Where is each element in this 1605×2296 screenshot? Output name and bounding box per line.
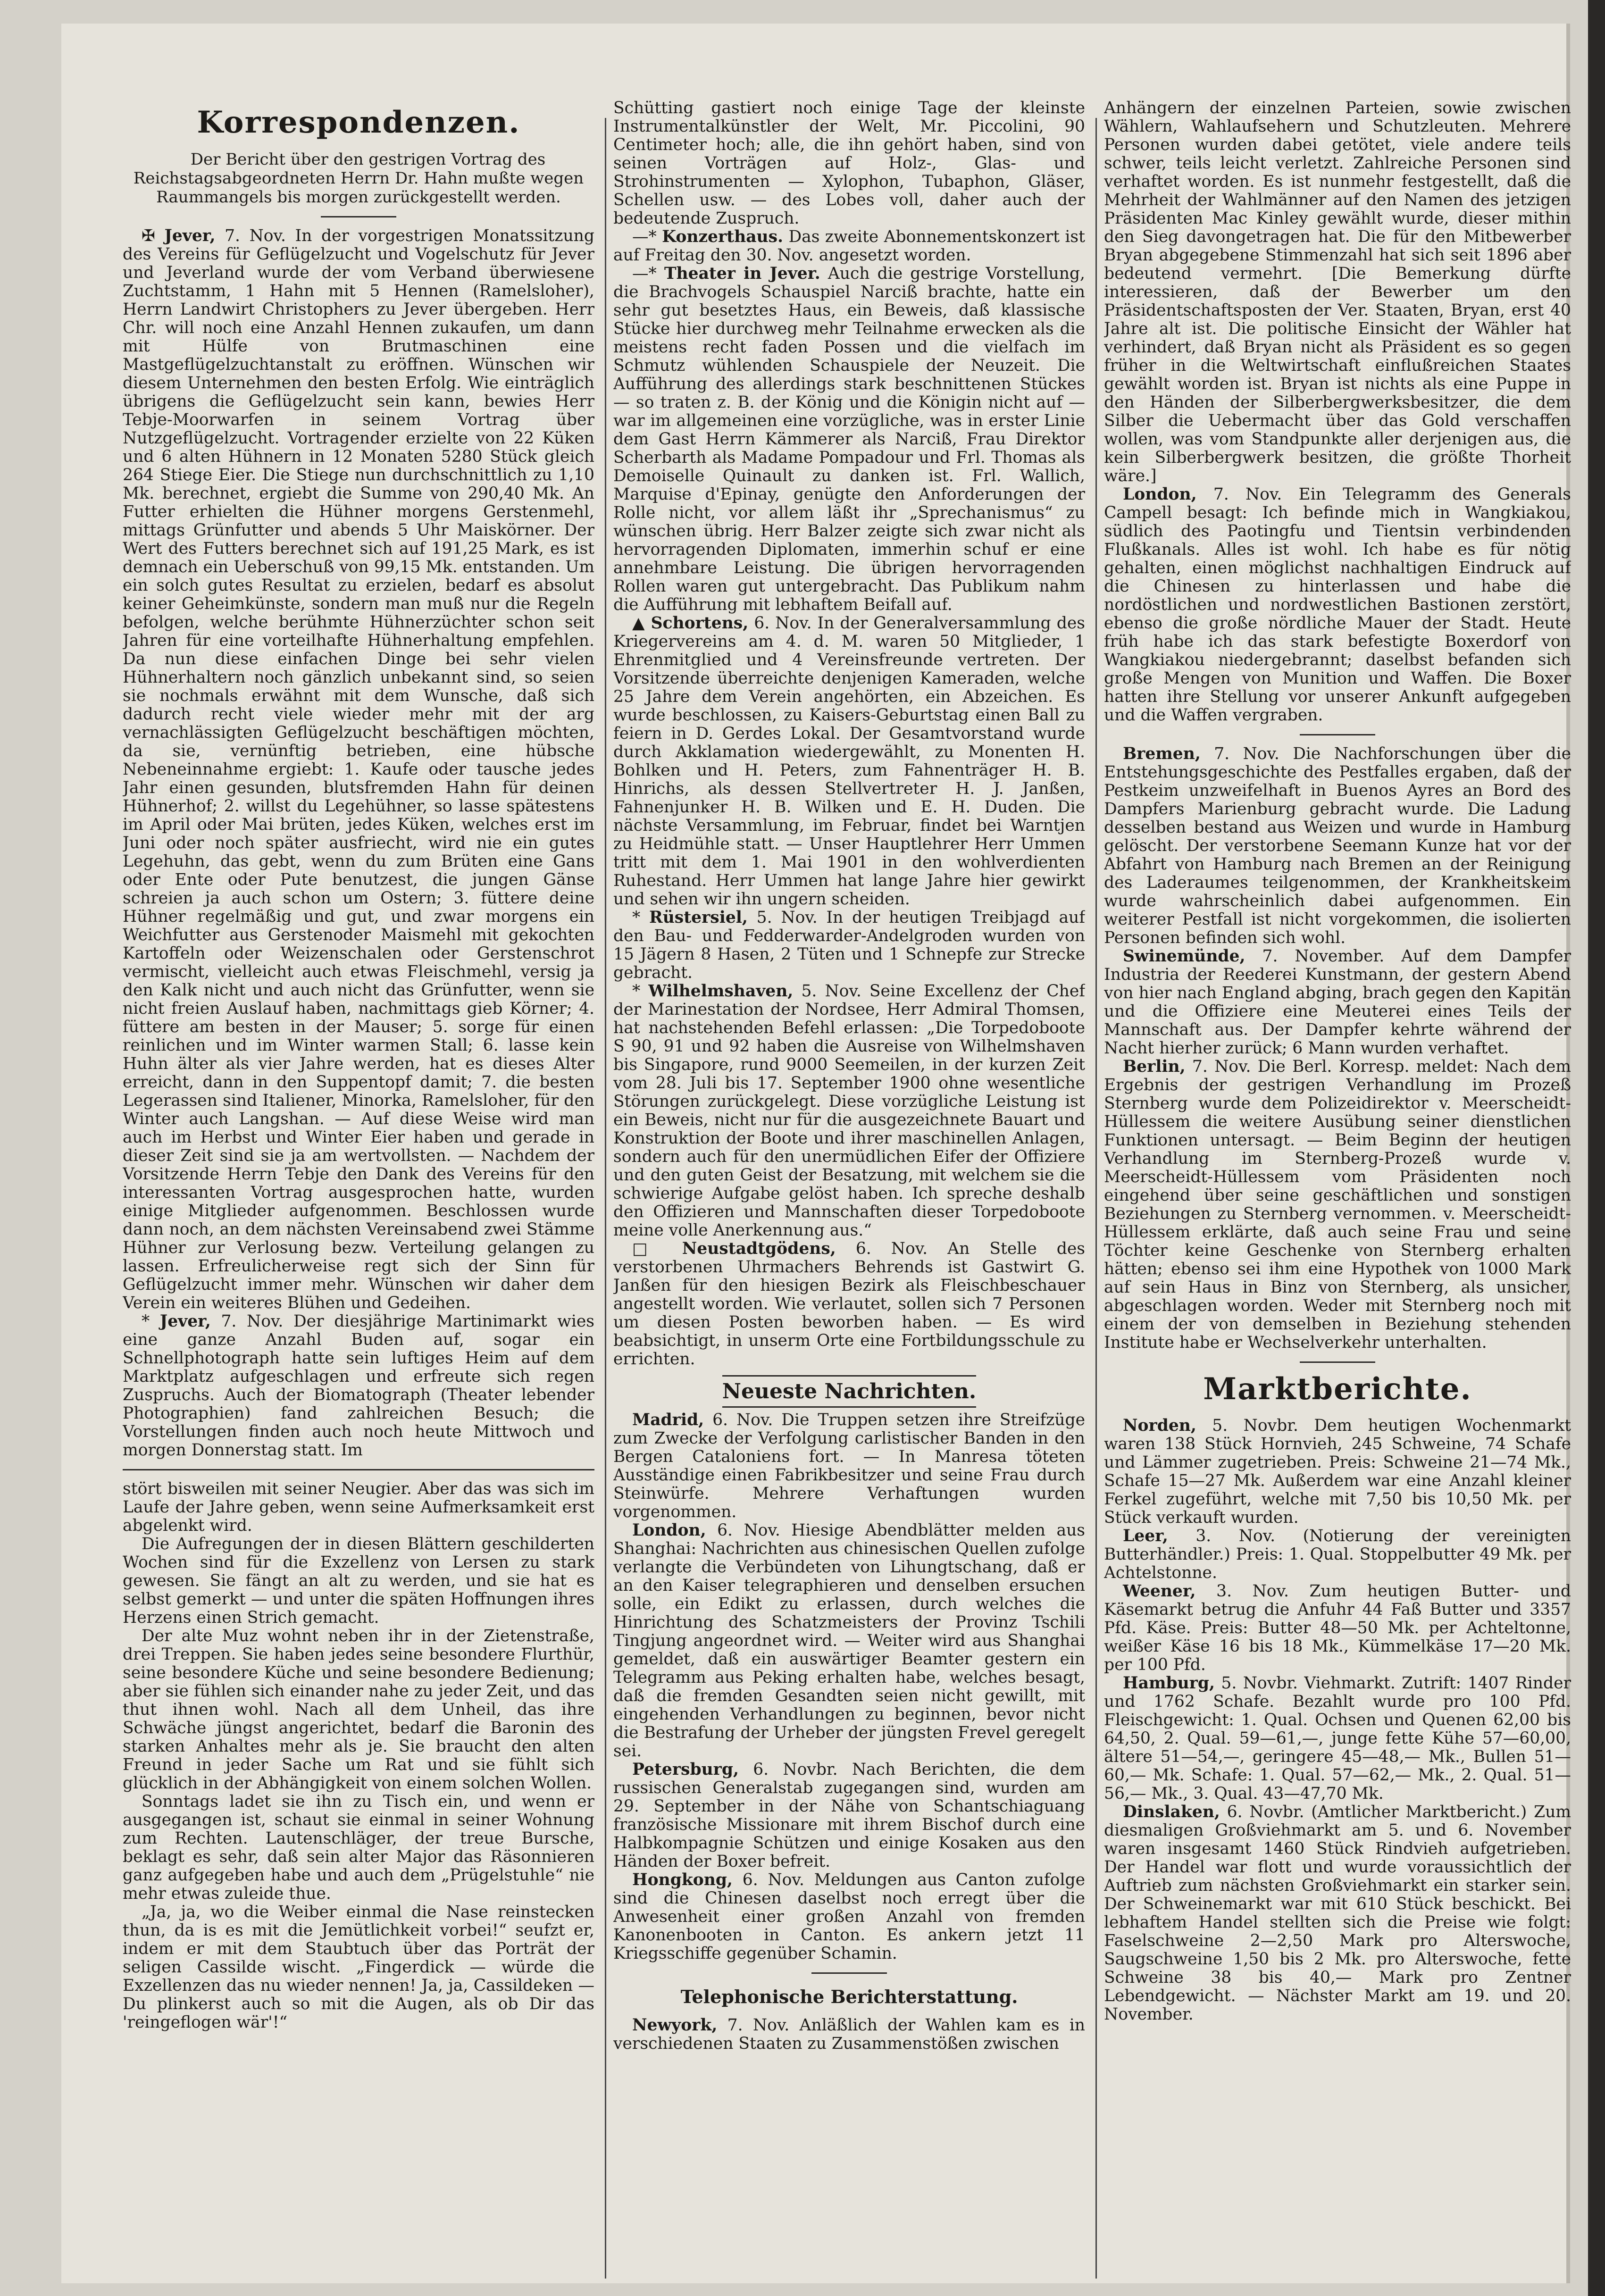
column-1 [123,99,594,2279]
feuilleton-paragraph: stört bisweilen mit seiner Neugier. Aber das was sich im Laufe der Jahre geben, wenn seine Aufmerksamkeit erst abgelenkt wird. [123,1479,594,1535]
article-swinemuende: Swinemünde, 7. November. Auf dem Dampfer Industria der Reederei Kunstmann, der gestern Abend von hier nach England abging, brach gegen den Kapitän und die Offiziere eine Meuterei eines Teils der Mannschaft aus. Der Dampfer kehrte während der Nacht hierher zurück; 6 Mann wurden verhaftet. [1104,947,1571,1058]
article-petersburg: Petersburg, 6. Novbr. Nach Berichten, die dem russischen Generalstab zugegangen sind, wurden am 29. September in der Nähe von Schantschiaguang französische Missionare mit ihrem Bischof durch eine Halbkompagnie Schützen und einige Kosaken aus den Händen der Boxer befreit. [613,1760,1085,1871]
article-jever-2: * Jever, 7. Nov. Der diesjährige Martinimarkt wies eine ganze Anzahl Buden auf, sogar ein Schnellphotograph hatte sein luftiges Heim auf dem Marktplatz aufgeschlagen und erfreute sich regen Zuspruchs. Auch der Biomatograph (Theater lebender Photographien) fand zahlreichen Besuch; die Vorstellungen finden auch noch heute Mittwoch und morgen Donnerstag statt. Im [123,1312,594,1460]
market-hamburg: Hamburg, 5. Novbr. Viehmarkt. Zutrift: 1407 Rinder und 1762 Schafe. Bezahlt wurde pro 100 Pfd. Fleischgewicht: 1. Qual. Ochsen und Quenen 62,00 bis 64,50, 2. Qual. 59—61,—, junge fette Kühe 57—60,00, ältere 51—54,—, geringere 45—48,— Mk., Bullen 51—60,— Mk. Schafe: 1. Qual. 57—62,— Mk., 2. Qual. 51—56,— Mk., 3. Qual. 43—47,70 Mk. [1104,1674,1571,1803]
newspaper-page [61,24,1571,2283]
heading-neueste-nachrichten: Neueste Nachrichten. [613,1380,1085,1403]
feuilleton-paragraph: „Ja, ja, wo die Weiber einmal die Nase reinstecken thun, da is es mit die Jemütlichkeit vorbei!“ seufzt er, indem er mit dem Staubtuch über das Porträt der seligen Cassilde wischt. „Fingerdick — würde die Exzellenzen das nu wieder nennen! Ja, ja, Cassildeken — Du plinkerst auch so mit die Augen, als ob Dir das 'reingeflogen wär'!“ [123,1903,594,2032]
divider [321,216,396,217]
article-berlin: Berlin, 7. Nov. Die Berl. Korresp. meldet: Nach dem Ergebnis der gestrigen Verhandlung im Prozeß Sternberg wurde dem Polizeidirektor v. Meerscheidt-Hüllessem die weitere Ausübung seiner dienstlichen Funktionen untersagt. — Beim Beginn der heutigen Verhandlung im Sternberg-Prozeß wurde v. Meerscheidt-Hüllessem vom Präsidenten noch eingehend über seine geschäftlichen und sonstigen Beziehungen zu Sternberg vernommen. v. Meerscheidt-Hüllessem erklärte, daß auch seine Frau und seine Töchter keine Geschenke von Sternberg erhalten hätten; ebenso sei ihm eine Hypothek von 1000 Mark auf sein Haus in Binz von Sternberg, als unsicher, abgeschlagen worden. Weder mit Sternberg noch mit einem der von demselben in Beziehung stehenden Institute habe er Wechselverkehr unterhalten. [1104,1057,1571,1352]
feuilleton-paragraph: Die Aufregungen der in diesen Blättern geschilderten Wochen sind für die Exzellenz von Lersen zu stark gewesen. Sie fängt an alt zu werden, und sie hat es selbst gemerkt — und unter die späten Hoffnungen ihres Herzens einen Strich gemacht. [123,1535,594,1627]
article-neustadtgoedens: □ Neustadtgödens, 6. Nov. An Stelle des verstorbenen Uhrmachers Behrends ist Gastwirt G. Janßen für den hiesigen Bezirk als Fleischbeschauer angestellt worden. Wie verlautet, sollen sich 7 Personen um diesen Posten beworben haben. — Es wird beabsichtigt, in unserm Orte eine Fortbildungsschule zu errichten. [613,1239,1085,1369]
article-ruestersiel: * Rüstersiel, 5. Nov. In der heutigen Treibjagd auf den Bau- und Fedderwarder-Andelgroden wurden von 15 Jägern 8 Hasen, 2 Tüten und 1 Schnepfe zur Strecke gebracht. [613,908,1085,982]
article-newyork: Newyork, 7. Nov. Anläßlich der Wahlen kam es in verschiedenen Staaten zu Zusammenstößen zwischen [613,2016,1085,2053]
heading-korrespondenzen: Korrespondenzen. [197,105,520,140]
market-leer: Leer, 3. Nov. (Notierung der vereinigten Butterhändler.) Preis: 1. Qual. Stoppelbutter 49 Mk. per Achtelstonne. [1104,1527,1571,1582]
intro-notice: Der Bericht über den gestrigen Vortrag des Reichstagsabgeordneten Herrn Dr. Hahn mußte wegen Raummangels bis morgen zurückgestellt werden. [133,150,584,207]
article-theater: —* Theater in Jever. Auch die gestrige Vorstellung, die Brachvogels Schauspiel Narciß brachte, hatte ein sehr gut besetztes Haus, ein Beweis, daß klassische Stücke hier durchweg mehr Teilnahme erwecken als die meistens recht faden Possen und die vielfach im Schmutz wühlenden Schauspiele der Neuzeit. Die Aufführung des allerdings stark beschnittenen Stückes — so traten z. B. der König und die Königin nicht auf — war im allgemeinen eine vorzügliche, was in erster Linie dem Gast Herrn Kämmerer als Narciß, Frau Direktor Scherbarth als Madame Pompadour und Frl. Thomas als Demoiselle Quinault zu danken ist. Frl. Wallich, Marquise d'Epinay, genügte den Anforderungen der Rolle nicht, vor allem läßt ihr „Sprechanismus“ zu wünschen übrig. Herr Balzer zeigte sich zwar nicht als hervorragenden Diplomaten, immerhin schuf er eine annehmbare Leistung. Die übrigen hervorragenden Rollen waren gut untergebracht. Das Publikum nahm die Aufführung mit lebhaftem Beifall auf. [613,264,1085,614]
column-3 [1104,99,1571,2279]
article-schuetting: Schütting gastiert noch einige Tage der kleinste Instrumentalkünstler der Welt, Mr. Piccolini, 90 Centimeter hoch; alle, die ihn gehört haben, sind von seinen Vorträgen auf Holz-, Glas- und Strohinstrumenten — Xylophon, Tubaphon, Gläser, Schellen usw. — des Lobes voll, daher auch der bedeutende Zuspruch. [613,99,1085,228]
article-madrid: Madrid, 6. Nov. Die Truppen setzen ihre Streifzüge zum Zwecke der Verfolgung carlistischer Banden in den Bergen Cataloniens fort. — In Manresa töteten Ausständige einen Fabrikbesitzer und seine Frau durch Steinwürfe. Mehrere Verhaftungen wurden vorgenommen. [613,1411,1085,1521]
feuilleton-paragraph: Sonntags ladet sie ihn zu Tisch ein, und wenn er ausgegangen ist, schaut sie einmal in seiner Wohnung zum Rechten. Lautenschläger, der treue Bursche, beklagt es sehr, daß sein alter Major das Räsonnieren ganz aufgegeben habe und auch dem „Prügelstuhle“ nie mehr etwas zuleide thue. [123,1792,594,1903]
column-2 [613,99,1085,2279]
divider [1300,1361,1375,1363]
divider [1300,734,1375,735]
article-newyork-continued: Anhängern der einzelnen Parteien, sowie zwischen Wählern, Wahlaufsehern und Schutzleuten. Mehrere Personen wurden dabei getötet, viele andere teils schwer, teils leicht verletzt. Zahlreiche Personen sind verhaftet worden. Es ist nunmehr festgestellt, daß die Mehrheit der Wahlmänner auf den Namen des jetzigen Präsidenten Mac Kinley gewählt wurde, dieser mithin den Sieg davongetragen hat. Die für den Mitbewerber Bryan abgegebene Stimmenzahl hat sich seit 1896 aber bedeutend vermehrt. [Die Bemerkung dürfte interessieren, daß der Bewerber um den Präsidentschaftsposten der Ver. Staaten, Bryan, erst 40 Jahre alt ist. Die politische Einsicht der Wähler hat verhindert, daß Bryan nicht als Präsident es so gegen früher in die Weltwirtschaft einflußreichen Staates gewählt worden ist. Bryan ist nichts als eine Puppe in den Händen der Silberbergwerksbesitzer, die dem Silber die Uebermacht über das Gold verschaffen wollen, was vom Standpunkte aller derjenigen aus, die kein Silberbergwerk besitzen, die größte Thorheit wäre.] [1104,99,1571,485]
column-rule [605,118,606,2279]
market-weener: Weener, 3. Nov. Zum heutigen Butter- und Käsemarkt betrug die Anfuhr 44 Faß Butter und 3357 Pfd. Käse. Preis: Butter 48—50 Mk. per Achteltonne, weißer Käse 16 bis 18 Mk., Kümmelkäse 17—20 Mk. per 100 Pfd. [1104,1582,1571,1674]
article-konzerthaus: —* Konzerthaus. Das zweite Abonnementskonzert ist auf Freitag den 30. Nov. angesetzt worden. [613,227,1085,265]
market-dinslaken: Dinslaken, 6. Novbr. (Amtlicher Marktbericht.) Zum diesmaligen Großviehmarkt am 5. und 6. November waren insgesamt 1460 Stück Rindvieh aufgetrieben. Der Handel war flott und wurde voraussichtlich der Auftrieb zum nächsten Großviehmarkt ein starker sein. Der Schweinemarkt war mit 610 Stück beschickt. Bei lebhaftem Handel stellten sich die Preise wie folgt: Faselschweine 2—2,50 Mark pro Alterswoche, Saugschweine 1,50 bis 2 Mk. pro Alterswoche, fette Schweine 38 bis 40,— Mark pro Zentner Lebendgewicht. — Nächster Markt am 19. und 20. November. [1104,1803,1571,2024]
heading-marktberichte: Marktberichte. [1203,1371,1472,1407]
article-london: London, 6. Nov. Hiesige Abendblätter melden aus Shanghai: Nachrichten aus chinesischen Quellen zufolge verlangte die Verbündeten von Lihungtschang, daß er an den Kaiser telegraphieren und denselben ersuchen solle, ein Edikt zu erlassen, durch welches die Hinrichtung des Schatzmeisters der Provinz Tschili Tingjung angeordnet wird. — Weiter wird aus Shanghai gemeldet, daß ein auswärtiger Beamter gestern ein Telegramm aus Peking erhalten habe, welches besagt, daß die fremden Gesandten seien nicht gewillt, mit eingehenden Verhandlungen zu beginnen, bevor nicht die Bestrafung der Urheber der jüngsten Frevel geregelt sei. [613,1521,1085,1761]
article-bremen: Bremen, 7. Nov. Die Nachforschungen über die Entstehungsgeschichte des Pestfalles ergaben, daß der Pestkeim unzweifelhaft in Buenos Ayres an Bord des Dampfers Marienburg gebracht wurde. Die Ladung desselben bestand aus Weizen und wurde in Hamburg gelöscht. Der verstorbene Seemann Kunze hat vor der Abfahrt von Hamburg nach Bremen an der Reinigung des Laderaumes teilgenommen, der Krankheitskeim wurde wahrscheinlich dabei aufgenommen. Ein weiterer Pestfall ist nicht vorgekommen, die isolierten Personen befinden sich wohl. [1104,744,1571,947]
column-rule [1095,118,1097,2279]
market-norden: Norden, 5. Novbr. Dem heutigen Wochenmarkt waren 138 Stück Hornvieh, 245 Schweine, 74 Schafe und Lämmer zugetrieben. Preis: Schweine 21—74 Mk., Schafe 15—27 Mk. Außerdem war eine Anzahl kleiner Ferkel zugeführt, welche mit 7,50 bis 10,50 Mk. per Stück verkauft wurden. [1104,1416,1571,1527]
article-hongkong: Hongkong, 6. Nov. Meldungen aus Canton zufolge sind die Chinesen daselbst noch erregt über die Anwesenheit einer großen Anzahl von fremden Kanonenbooten in Canton. Es ankern jetzt 11 Kriegsschiffe gegenüber Schamin. [613,1870,1085,1963]
feuilleton-divider [123,1469,594,1470]
article-schortens: ▲ Schortens, 6. Nov. In der Generalversammlung des Kriegervereins am 4. d. M. waren 50 Mitglieder, 1 Ehrenmitglied und 4 Vereinsfreunde vertreten. Der Vorsitzende überreichte denjenigen Kameraden, welche 25 Jahre dem Verein angehörten, ein Abzeichen. Es wurde beschlossen, zu Kaisers-Geburtstag einen Ball zu feiern in D. Gerdes Lokal. Der Gesamtvorstand wurde durch Akklamation wiedergewählt, zu Monenten H. Bohlken und H. Peters, zum Fahnenträger H. B. Hinrichs, als dessen Stellvertreter H. J. Janßen, Fahnenjunker H. B. Wilken und E. H. Duden. Die nächste Versammlung, im Februar, findet bei Warntjen zu Heidmühle statt. — Unser Hauptlehrer Herr Ummen tritt mit dem 1. Mai 1901 in den wohlverdienten Ruhestand. Herr Ummen hat lange Jahre hier gewirkt und sehen wir ihn ungern scheiden. [613,614,1085,909]
page-edge [1588,0,1605,2296]
article-jever-1: ✠ Jever, 7. Nov. In der vorgestrigen Monatssitzung des Vereins für Geflügelzucht und Vogelschutz für Jever und Jeverland wurde der vom Verband überwiesene Zuchtstamm, 1 Hahn mit 5 Hennen (Ramelsloher), Herrn Landwirt Christophers zu Jever übergeben. Herr Chr. will noch eine Anzahl Hennen zukaufen, um dann mit Hülfe von Brutmaschinen eine Mastgeflügelzuchtanstalt zu eröffnen. Wünschen wir diesem Unternehmen den besten Erfolg. Wie einträglich übrigens die Geflügelzucht sein kann, bewies Herr Tebje-Moorwarfen in seinem Vortrag über Nutzgeflügelzucht. Vortragender erzielte von 22 Küken und 6 alten Hühnern in 12 Monaten 5280 Stück gleich 264 Stiege Eier. Die Stiege nun durchschnittlich zu 1,10 Mk. berechnet, ergiebt die Summe von 290,40 Mk. An Futter erhielten die Hühner morgens Gerstenmehl, mittags Grünfutter und abends 5 Uhr Maiskörner. Der Wert des Futters berechnet sich auf 191,25 Mark, es ist demnach ein Ueberschuß von 99,15 Mk. entstanden. Um ein solch gutes Resultat zu erzielen, bedarf es absolut keiner Geheimkünste, sondern man muß nur die Regeln befolgen, welche berühmte Hühnerzüchter schon seit Jahren für eine vorteilhafte Hühnerhaltung empfehlen. Da nun diese einfachen Dinge bei sehr vielen Hühnerhaltern noch gänzlich unbekannt sind, so seien sie nochmals erwähnt mit dem Wunsche, daß sich dadurch recht viele wieder mehr mit der arg vernachlässigten Geflügelzucht beschäftigen möchten, da sie, vernünftig betrieben, eine hübsche Nebeneinnahme ergiebt: 1. Kaufe oder tausche jedes Jahr einen gesunden, blutsfremden Hahn für deinen Hühnerhof; 2. willst du Legehühner, so lasse spätestens im April oder Mai brüten, jedes Küken, welches erst im Juni oder noch später ausfriecht, wird nie ein gutes Legehuhn, das gebt, wenn du zum Brüten eine Gans oder Ente oder Pute benutzest, die jungen Gänse schreien ja auch schon um Ostern; 3. füttere deine Hühner regelmäßig und gut, und zwar morgens ein Weichfutter aus Gerstenoder Maismehl mit gekochten Kartoffeln oder Weizenschalen oder Gerstenschrot vermischt, vielleicht auch etwas Fleischmehl, versig ja den Kalk nicht und auch nicht das Grünfutter, wenn sie nicht freien Auslauf haben, nachmittags gieb Körner; 4. füttere am besten in der Mauser; 5. sorge für einen reinlichen und im Winter warmen Stall; 6. lasse kein Huhn älter als vier Jahre werden, hat es dieses Alter erreicht, dann in den Suppentopf damit; 7. die besten Legerassen sind Italiener, Minorka, Ramelsloher, für den Winter auch Langshan. — Auf diese Weise wird man auch im Herbst und Winter Eier haben und gerade in dieser Zeit sind sie ja am wertvollsten. — Nachdem der Vorsitzende Herrn Tebje den Dank des Vereins für den interessanten Vortrag ausgesprochen hatte, wurden einige Mitglieder aufgenommen. Beschlossen wurde dann noch, an dem nächsten Vereinsabend zwei Stämme Hühner zur Verlosung bezw. Verteilung gelangen zu lassen. Erfreulicherweise regt sich der Sinn für Geflügelzucht immer mehr. Wünschen wir daher dem Verein ein weiteres Blühen und Gedeihen. [123,226,594,1312]
article-wilhelmshaven: * Wilhelmshaven, 5. Nov. Seine Excellenz der Chef der Marinestation der Nordsee, Herr Admiral Thomsen, hat nachstehenden Befehl erlassen: „Die Torpedoboote S 90, 91 und 92 haben die Ausreise von Wilhelmshaven bis Singapore, rund 9000 Seemeilen, in der kurzen Zeit vom 28. Juli bis 17. September 1900 ohne wesentliche Störungen zurückgelegt. Diese vorzügliche Leistung ist ein Beweis, nicht nur für die ausgezeichnete Bauart und Konstruktion der Boote und ihrer maschinellen Anlagen, sondern auch für den unermüdlichen Eifer der Offiziere und den guten Geist der Besatzung, mit welchem sie die schwierige Aufgabe gelöst haben. Ich spreche deshalb den Offizieren und Mannschaften dieser Torpedoboote meine volle Anerkennung aus.“ [613,982,1085,1240]
divider [811,1972,887,1974]
article-london-2: London, 7. Nov. Ein Telegramm des Generals Campell besagt: Ich befinde mich in Wangkiakou, südlich des Paotingfu und Tientsin verbindenden Flußkanals. Alles ist wohl. Ich habe es für nötig gehalten, einen möglichst nachhaltigen Eindruck auf die Chinesen zu hinterlassen und habe die nordöstlichen und nordwestlichen Bastionen zerstört, ebenso die große nördliche Mauer der Stadt. Heute früh habe ich das stark befestigte Boxerdorf von Wangkiakou niedergebrannt; daselbst befanden sich große Mengen von Munition und Waffen. Die Boxer hatten ihre Stellung vor unserer Ankunft aufgegeben und die Waffen vergraben. [1104,485,1571,725]
feuilleton-paragraph: Der alte Muz wohnt neben ihr in der Zietenstraße, drei Treppen. Sie haben jedes seine besondere Flurthür, seine besondere Küche und seine besondere Bedienung; aber sie fühlen sich einander nahe zu jeder Zeit, und das thut ihnen wohl. Nach all dem Unheil, das ihre Schwäche jüngst angerichtet, bedarf die Baronin des starken Anhaltes mehr als je. Sie braucht den alten Freund in jeder Sache um Rat und sie fühlt sich glücklich in der Abhängigkeit von einem solchen Wollen. [123,1627,594,1793]
heading-telephonische-berichterstattung: Telephonische Berichterstattung. [680,1986,1018,2007]
